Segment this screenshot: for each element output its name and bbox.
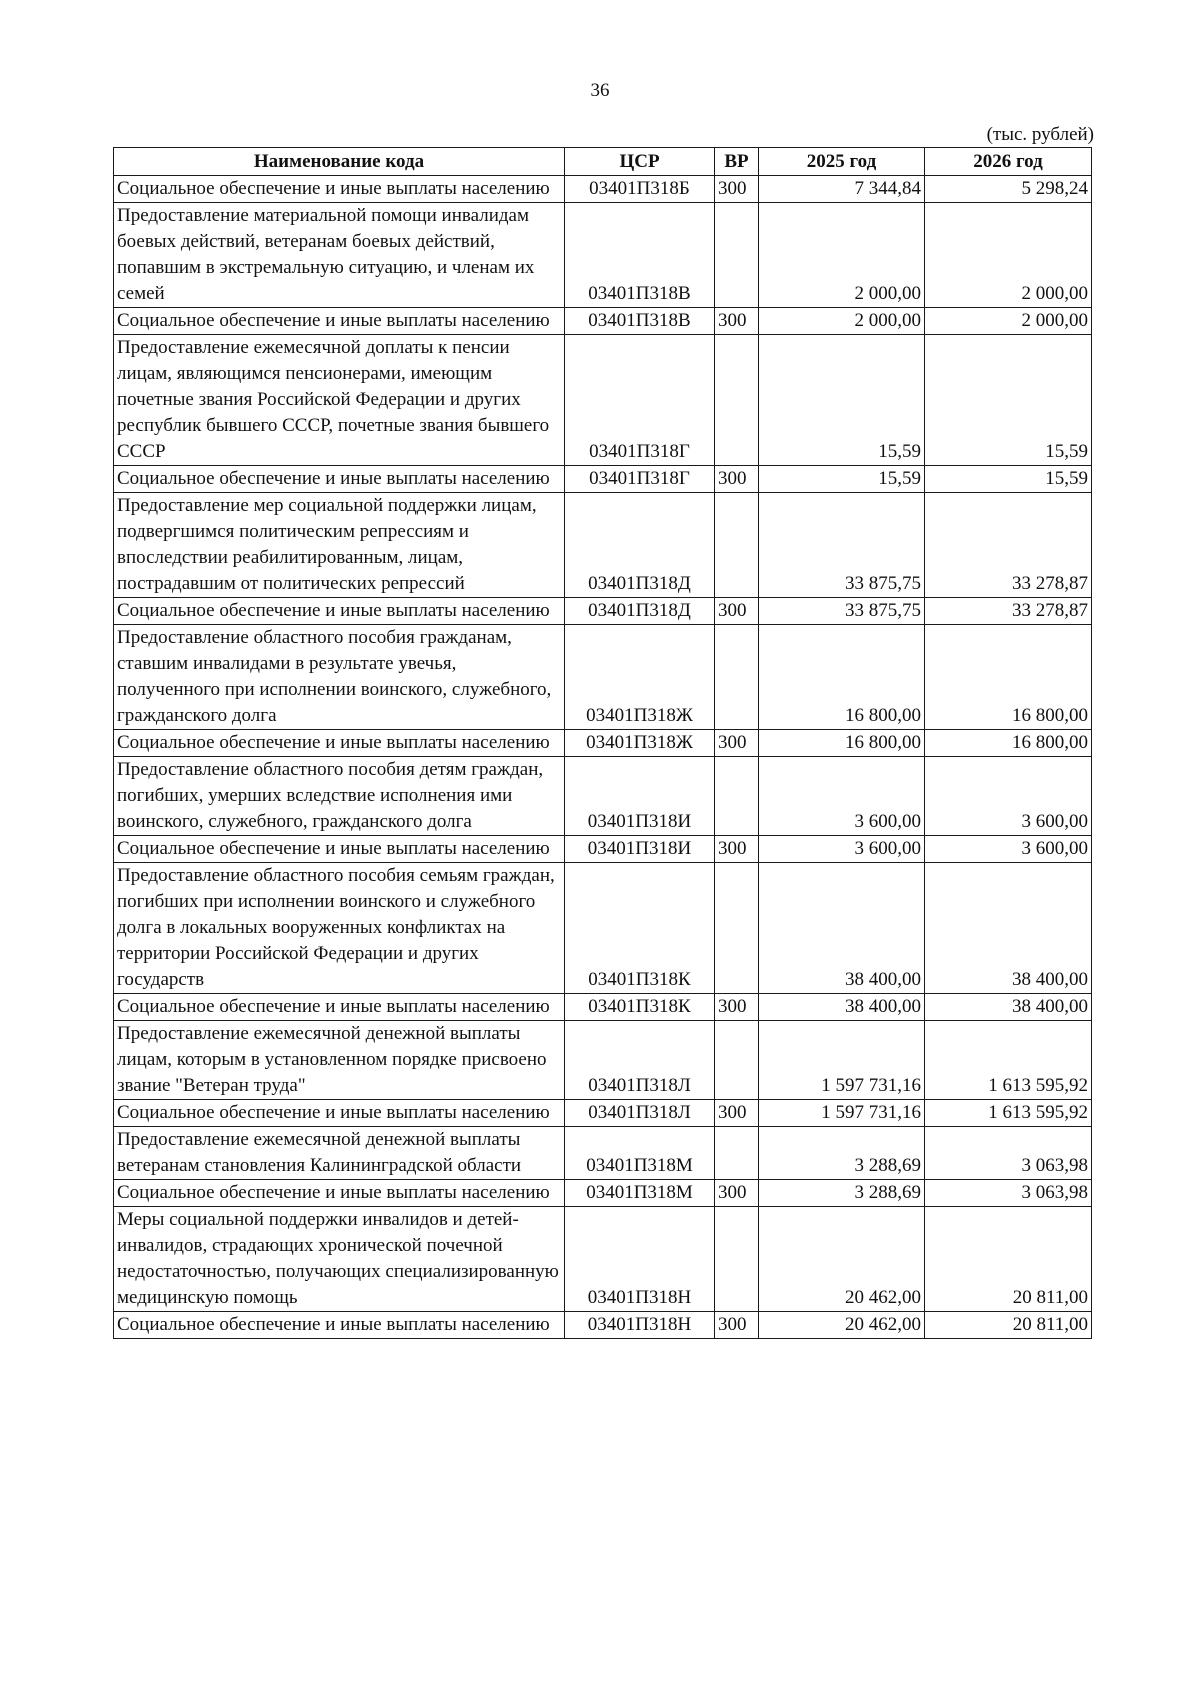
page-number: 36 xyxy=(590,80,610,101)
cell-2026: 1 613 595,92 xyxy=(925,1021,1092,1100)
table-row xyxy=(114,1312,1092,1339)
cell-name: Предоставление мер социальной поддержки лицам, подвергшимся политическим репрессиям и впоследствии реабилитированным, лицам, пострадавшим от политических репрессий xyxy=(114,493,565,598)
table-row xyxy=(114,308,1092,335)
cell-name: Предоставление ежемесячной денежной выплаты лицам, которым в установленном порядке присвоено звание "Ветеран труда" xyxy=(114,1021,565,1100)
cell-2025: 2 000,00 xyxy=(759,308,925,335)
cell-csr: 03401П318Н xyxy=(565,1312,715,1339)
cell-vr xyxy=(715,1021,759,1100)
budget-table xyxy=(113,147,1092,1339)
cell-2026: 15,59 xyxy=(925,466,1092,493)
table-row xyxy=(114,493,1092,598)
cell-2026: 20 811,00 xyxy=(925,1312,1092,1339)
cell-2025: 16 800,00 xyxy=(759,730,925,757)
cell-csr: 03401П318Н xyxy=(565,1207,715,1312)
cell-2026: 3 063,98 xyxy=(925,1127,1092,1180)
table-row xyxy=(114,836,1092,863)
cell-csr: 03401П318В xyxy=(565,308,715,335)
cell-vr xyxy=(715,335,759,466)
cell-2026: 1 613 595,92 xyxy=(925,1100,1092,1127)
cell-2026: 3 063,98 xyxy=(925,1180,1092,1207)
table-row xyxy=(114,994,1092,1021)
cell-name: Социальное обеспечение и иные выплаты населению xyxy=(114,1312,565,1339)
cell-2025: 1 597 731,16 xyxy=(759,1100,925,1127)
cell-csr: 03401П318М xyxy=(565,1127,715,1180)
cell-csr: 03401П318Д xyxy=(565,598,715,625)
cell-name: Социальное обеспечение и иные выплаты населению xyxy=(114,1100,565,1127)
cell-2025: 3 600,00 xyxy=(759,757,925,836)
cell-2026: 38 400,00 xyxy=(925,994,1092,1021)
cell-csr: 03401П318Ж xyxy=(565,730,715,757)
cell-2025: 2 000,00 xyxy=(759,203,925,308)
cell-name: Социальное обеспечение и иные выплаты населению xyxy=(114,308,565,335)
table-row xyxy=(114,730,1092,757)
cell-2025: 38 400,00 xyxy=(759,994,925,1021)
table-row xyxy=(114,757,1092,836)
table-row xyxy=(114,1100,1092,1127)
cell-2025: 1 597 731,16 xyxy=(759,1021,925,1100)
table-row xyxy=(114,203,1092,308)
cell-csr: 03401П318К xyxy=(565,994,715,1021)
cell-vr xyxy=(715,757,759,836)
cell-name: Предоставление областного пособия семьям граждан, погибших при исполнении воинского и служебного долга в локальных вооруженных конфликтах на территории Российской Федерации и других государств xyxy=(114,863,565,994)
cell-2026: 38 400,00 xyxy=(925,863,1092,994)
cell-vr: 300 xyxy=(715,1100,759,1127)
table-row xyxy=(114,1127,1092,1180)
cell-2026: 3 600,00 xyxy=(925,757,1092,836)
header-2026: 2026 год xyxy=(925,148,1092,176)
cell-csr: 03401П318Л xyxy=(565,1021,715,1100)
cell-2025: 3 288,69 xyxy=(759,1180,925,1207)
table-row xyxy=(114,625,1092,730)
cell-csr: 03401П318Г xyxy=(565,466,715,493)
table-row xyxy=(114,176,1092,203)
cell-2025: 3 600,00 xyxy=(759,836,925,863)
cell-csr: 03401П318Л xyxy=(565,1100,715,1127)
cell-name: Социальное обеспечение и иные выплаты населению xyxy=(114,836,565,863)
cell-csr: 03401П318Б xyxy=(565,176,715,203)
cell-2026: 2 000,00 xyxy=(925,308,1092,335)
cell-2026: 33 278,87 xyxy=(925,598,1092,625)
header-2025: 2025 год xyxy=(759,148,925,176)
cell-2025: 15,59 xyxy=(759,466,925,493)
cell-2025: 33 875,75 xyxy=(759,598,925,625)
cell-2026: 20 811,00 xyxy=(925,1207,1092,1312)
cell-vr: 300 xyxy=(715,994,759,1021)
cell-vr xyxy=(715,1207,759,1312)
table-row xyxy=(114,1207,1092,1312)
cell-csr: 03401П318М xyxy=(565,1180,715,1207)
cell-csr: 03401П318Г xyxy=(565,335,715,466)
cell-name: Социальное обеспечение и иные выплаты населению xyxy=(114,466,565,493)
cell-2025: 16 800,00 xyxy=(759,625,925,730)
cell-2026: 3 600,00 xyxy=(925,836,1092,863)
cell-name: Предоставление материальной помощи инвалидам боевых действий, ветеранам боевых действий, попавшим в экстремальную ситуацию, и членам их семей xyxy=(114,203,565,308)
cell-name: Социальное обеспечение и иные выплаты населению xyxy=(114,730,565,757)
table-row xyxy=(114,598,1092,625)
table-row xyxy=(114,335,1092,466)
cell-2025: 33 875,75 xyxy=(759,493,925,598)
cell-vr: 300 xyxy=(715,730,759,757)
header-row xyxy=(114,148,1092,176)
cell-2025: 15,59 xyxy=(759,335,925,466)
cell-name: Социальное обеспечение и иные выплаты населению xyxy=(114,1180,565,1207)
cell-csr: 03401П318В xyxy=(565,203,715,308)
cell-name: Социальное обеспечение и иные выплаты населению xyxy=(114,176,565,203)
cell-vr: 300 xyxy=(715,836,759,863)
cell-2025: 20 462,00 xyxy=(759,1207,925,1312)
cell-name: Предоставление ежемесячной денежной выплаты ветеранам становления Калининградской области xyxy=(114,1127,565,1180)
cell-vr: 300 xyxy=(715,308,759,335)
table-row xyxy=(114,1021,1092,1100)
cell-name: Предоставление областного пособия гражданам, ставшим инвалидами в результате увечья, полученного при исполнении воинского, служебного, гражданского долга xyxy=(114,625,565,730)
cell-2026: 2 000,00 xyxy=(925,203,1092,308)
cell-vr: 300 xyxy=(715,598,759,625)
cell-2025: 38 400,00 xyxy=(759,863,925,994)
cell-csr: 03401П318И xyxy=(565,757,715,836)
cell-2025: 20 462,00 xyxy=(759,1312,925,1339)
cell-vr: 300 xyxy=(715,1180,759,1207)
cell-csr: 03401П318К xyxy=(565,863,715,994)
cell-name: Социальное обеспечение и иные выплаты населению xyxy=(114,994,565,1021)
cell-name: Предоставление ежемесячной доплаты к пенсии лицам, являющимся пенсионерами, имеющим почетные звания Российской Федерации и других республик бывшего СССР, почетные звания бывшего СССР xyxy=(114,335,565,466)
cell-csr: 03401П318И xyxy=(565,836,715,863)
header-name: Наименование кода xyxy=(114,148,565,176)
cell-2026: 16 800,00 xyxy=(925,730,1092,757)
cell-csr: 03401П318Д xyxy=(565,493,715,598)
cell-vr: 300 xyxy=(715,466,759,493)
cell-vr xyxy=(715,1127,759,1180)
cell-2026: 16 800,00 xyxy=(925,625,1092,730)
unit-note: (тыс. рублей) xyxy=(986,124,1094,145)
cell-name: Меры социальной поддержки инвалидов и детей-инвалидов, страдающих хронической почечной недостаточностью, получающих специализированную медицинскую помощь xyxy=(114,1207,565,1312)
table-row xyxy=(114,466,1092,493)
cell-2026: 33 278,87 xyxy=(925,493,1092,598)
cell-name: Социальное обеспечение и иные выплаты населению xyxy=(114,598,565,625)
cell-vr: 300 xyxy=(715,1312,759,1339)
cell-vr xyxy=(715,863,759,994)
cell-csr: 03401П318Ж xyxy=(565,625,715,730)
cell-vr xyxy=(715,203,759,308)
cell-vr: 300 xyxy=(715,176,759,203)
cell-2026: 15,59 xyxy=(925,335,1092,466)
cell-2026: 5 298,24 xyxy=(925,176,1092,203)
table-row xyxy=(114,863,1092,994)
cell-vr xyxy=(715,625,759,730)
cell-name: Предоставление областного пособия детям граждан, погибших, умерших вследствие исполнения ими воинского, служебного, гражданского долга xyxy=(114,757,565,836)
cell-2025: 7 344,84 xyxy=(759,176,925,203)
header-vr: ВР xyxy=(715,148,759,176)
table-row xyxy=(114,1180,1092,1207)
cell-vr xyxy=(715,493,759,598)
header-csr: ЦСР xyxy=(565,148,715,176)
cell-2025: 3 288,69 xyxy=(759,1127,925,1180)
